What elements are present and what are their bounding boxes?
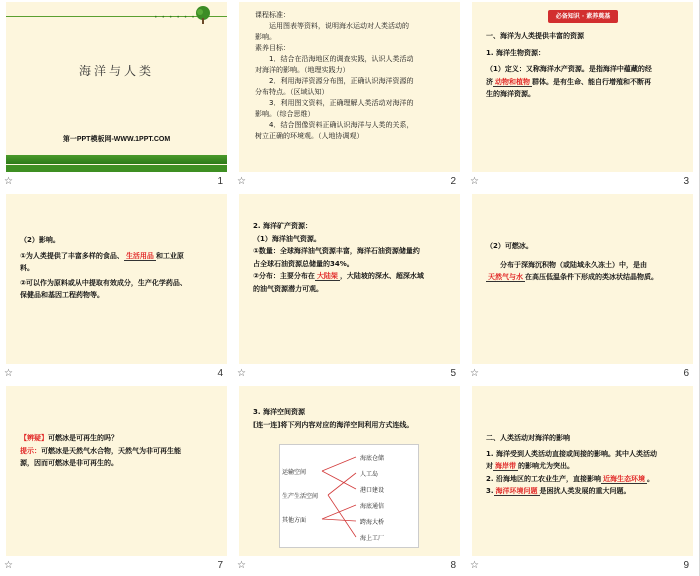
star-icon[interactable]: ☆ bbox=[470, 368, 479, 379]
text: 和工业原 bbox=[155, 251, 184, 260]
slide-1-title: 海洋与人类 bbox=[78, 64, 154, 78]
paragraph bbox=[486, 473, 690, 486]
answer-blank: 海岸带 bbox=[495, 462, 516, 470]
green-band bbox=[6, 155, 227, 164]
slide-footer bbox=[233, 364, 466, 384]
text: 2. 沿海地区的工农业生产，直接影响 bbox=[486, 474, 601, 483]
answer-blank: 天然气与水 bbox=[488, 273, 523, 281]
slide-9 bbox=[472, 386, 693, 556]
slide-thumb-2[interactable] bbox=[233, 0, 466, 192]
slide-1-site: 第一PPT模板网-WWW.1PPT.COM bbox=[62, 136, 171, 143]
answer-blank: 生活用品 bbox=[125, 251, 154, 260]
text: 3. bbox=[486, 487, 494, 495]
slide-4-body bbox=[20, 234, 220, 302]
text-line: （1）海洋油气资源。 bbox=[253, 234, 321, 243]
dots-decoration: • • • • • • bbox=[154, 14, 196, 21]
slide-thumb-7[interactable] bbox=[0, 384, 233, 576]
star-icon[interactable]: ☆ bbox=[237, 176, 246, 187]
left-item: 运输空间 bbox=[282, 469, 307, 476]
text: 分布于深海沉积物（或陆域永久冻土）中，是由 bbox=[486, 260, 647, 269]
slide-7-body bbox=[20, 432, 220, 470]
paragraph bbox=[20, 445, 220, 470]
match-line bbox=[328, 495, 356, 537]
text-line: 3．利用图文资料，正确理解人类活动对海洋的 bbox=[255, 99, 414, 107]
answer-blank: 近海生态环境 bbox=[602, 474, 645, 483]
slide-6 bbox=[472, 194, 693, 364]
paragraph bbox=[486, 485, 690, 498]
text-line: 3. 海洋空间资源 bbox=[253, 408, 305, 416]
slide-footer bbox=[233, 556, 466, 576]
right-item: 人工岛 bbox=[360, 471, 379, 478]
left-item: 其他方面 bbox=[282, 517, 307, 524]
slide-5-body bbox=[253, 220, 453, 295]
slide-thumb-6[interactable] bbox=[466, 192, 699, 384]
paragraph bbox=[253, 245, 453, 270]
slide-number: 6 bbox=[683, 368, 689, 379]
text: 在高压低温条件下形成的类冰状结晶物质。 bbox=[525, 273, 658, 281]
text: ①数量：全球海洋油气资源丰富，海洋石油资源储量约 bbox=[253, 247, 420, 255]
star-icon[interactable]: ☆ bbox=[4, 368, 13, 379]
slide-thumb-1[interactable] bbox=[0, 0, 233, 192]
heading: 二、人类活动对海洋的影响 bbox=[486, 434, 570, 442]
slide-number: 4 bbox=[217, 368, 223, 379]
tip-label: 提示： bbox=[20, 446, 41, 455]
paragraph bbox=[486, 259, 686, 284]
slide-3 bbox=[472, 2, 693, 172]
star-icon[interactable]: ☆ bbox=[4, 560, 13, 571]
text-line: （2）影响。 bbox=[20, 236, 60, 244]
text: 料。 bbox=[20, 264, 34, 272]
slide-2 bbox=[239, 2, 460, 172]
slide-7 bbox=[6, 386, 227, 556]
tag-label: 【辨疑】 bbox=[20, 434, 48, 442]
text: 济 bbox=[486, 77, 493, 86]
text: 的影响尤为突出。 bbox=[518, 462, 574, 470]
slide-2-body bbox=[255, 10, 451, 142]
text: ，大陆坡的深水、超深水域 bbox=[339, 272, 424, 280]
slide-number: 3 bbox=[683, 176, 689, 187]
matching-diagram bbox=[279, 444, 419, 548]
left-item: 生产生活空间 bbox=[282, 493, 319, 500]
slide-thumb-3[interactable] bbox=[466, 0, 699, 192]
text: 是困扰人类发展的重大问题。 bbox=[539, 487, 631, 495]
slide-9-body bbox=[486, 432, 690, 498]
text: 可燃冰是天然气水合物，天然气为非可再生能 bbox=[41, 446, 181, 455]
slide-8-heading bbox=[253, 406, 453, 431]
slide-footer bbox=[0, 364, 233, 384]
slide-number: 9 bbox=[683, 560, 689, 571]
text: ②可以作为原料或从中提取有效成分，生产化学药品、 bbox=[20, 278, 187, 287]
star-icon[interactable]: ☆ bbox=[470, 176, 479, 187]
match-line bbox=[322, 457, 356, 471]
star-icon[interactable]: ☆ bbox=[237, 368, 246, 379]
slide-footer bbox=[466, 172, 699, 192]
slide-thumb-4[interactable] bbox=[0, 192, 233, 384]
text-line: 影响。 bbox=[255, 33, 276, 41]
text: 群体。是有生命、能自行增殖和不断再 bbox=[532, 77, 651, 86]
slide-footer bbox=[0, 172, 233, 192]
text-line: 2. 海洋矿产资源： bbox=[253, 222, 312, 230]
text-line: 4．结合图像资料正确认识海洋与人类的关系， bbox=[255, 121, 414, 129]
slide-number: 8 bbox=[450, 560, 456, 571]
slide-number: 7 bbox=[217, 560, 223, 571]
paragraph bbox=[20, 277, 220, 302]
text-line: 素养目标： bbox=[255, 44, 290, 52]
slide-thumb-8[interactable] bbox=[233, 384, 466, 576]
text: （1）定义：又称海洋水产资源。是指海洋中蕴藏的经 bbox=[486, 65, 652, 73]
slide-4 bbox=[6, 194, 227, 364]
slide-number: 5 bbox=[450, 368, 456, 379]
tree-icon bbox=[194, 6, 212, 24]
text-line: 树立正确的环境观。（人地协调观） bbox=[255, 132, 364, 140]
text: 对 bbox=[486, 462, 493, 470]
heading: 一、海洋为人类提供丰富的资源 bbox=[486, 32, 584, 40]
paragraph bbox=[486, 448, 690, 473]
text-line: 影响。（综合思维） bbox=[255, 110, 315, 118]
slide-6-body bbox=[486, 240, 686, 284]
paragraph bbox=[486, 63, 686, 101]
slide-5 bbox=[239, 194, 460, 364]
text: 。 bbox=[646, 474, 654, 483]
slide-footer bbox=[0, 556, 233, 576]
right-item: 海底仓储 bbox=[360, 455, 385, 462]
star-icon[interactable]: ☆ bbox=[237, 560, 246, 571]
answer-blank: 大陆架 bbox=[316, 272, 338, 280]
match-line bbox=[322, 519, 356, 521]
slide-1 bbox=[6, 2, 227, 172]
text: ①为人类提供了丰富多样的食品、 bbox=[20, 251, 124, 260]
slide-thumb-9[interactable] bbox=[466, 384, 699, 576]
right-item: 海上工厂 bbox=[360, 535, 385, 542]
green-band-bottom bbox=[6, 165, 227, 172]
paragraph bbox=[20, 432, 220, 445]
text-line: [连一连]将下列内容对应的海洋空间利用方式连线。 bbox=[253, 420, 414, 429]
text: 保健品和基因工程药物等。 bbox=[20, 291, 104, 299]
text: 的油气资源潜力可观。 bbox=[253, 284, 323, 293]
slide-8 bbox=[239, 386, 460, 556]
paragraph bbox=[253, 270, 453, 295]
slide-number: 2 bbox=[450, 176, 456, 187]
text: ②分布：主要分布在 bbox=[253, 272, 315, 280]
right-item: 跨海大桥 bbox=[360, 519, 385, 526]
paragraph bbox=[20, 250, 220, 275]
text-line: （2）可燃冰。 bbox=[486, 242, 533, 250]
answer-blank: 动物和植物 bbox=[495, 77, 530, 86]
text-line: 课程标准： bbox=[255, 11, 290, 19]
text: 可燃冰是可再生的吗？ bbox=[48, 434, 118, 442]
slide-footer bbox=[466, 556, 699, 576]
right-item: 海底通信 bbox=[360, 503, 385, 510]
text: 占全球石油资源总储量的34%。 bbox=[253, 259, 354, 268]
match-line bbox=[322, 505, 356, 519]
text: 源，因而可燃冰是非可再生的。 bbox=[20, 459, 118, 467]
section-banner: 必备知识 · 素养奠基 bbox=[548, 10, 618, 23]
text-line: 2．利用海洋资源分布图，正确认识海洋资源的 bbox=[255, 77, 414, 85]
answer-blank: 海洋环境问题 bbox=[495, 487, 538, 495]
text: 生的海洋资源。 bbox=[486, 90, 535, 98]
slide-thumb-5[interactable] bbox=[233, 192, 466, 384]
star-icon[interactable]: ☆ bbox=[470, 560, 479, 571]
slide-number: 1 bbox=[217, 176, 223, 187]
slide-3-body bbox=[486, 30, 686, 101]
text-line: 1．结合在沿海地区的调查实践，认识人类活动 bbox=[255, 55, 414, 63]
text-line: 分布特点。（区域认知） bbox=[255, 88, 329, 96]
star-icon[interactable]: ☆ bbox=[4, 176, 13, 187]
text: 1. 海洋受到人类活动直接或间接的影响。其中人类活动 bbox=[486, 449, 657, 458]
right-item: 港口建设 bbox=[360, 487, 385, 494]
text-line: 运用图表等资料，说明海水运动对人类活动的 bbox=[255, 22, 409, 30]
text-line: 对海洋的影响。（地理实践力） bbox=[255, 66, 350, 74]
slide-footer bbox=[233, 172, 466, 192]
subheading: 1. 海洋生物资源： bbox=[486, 48, 545, 57]
slide-footer bbox=[466, 364, 699, 384]
